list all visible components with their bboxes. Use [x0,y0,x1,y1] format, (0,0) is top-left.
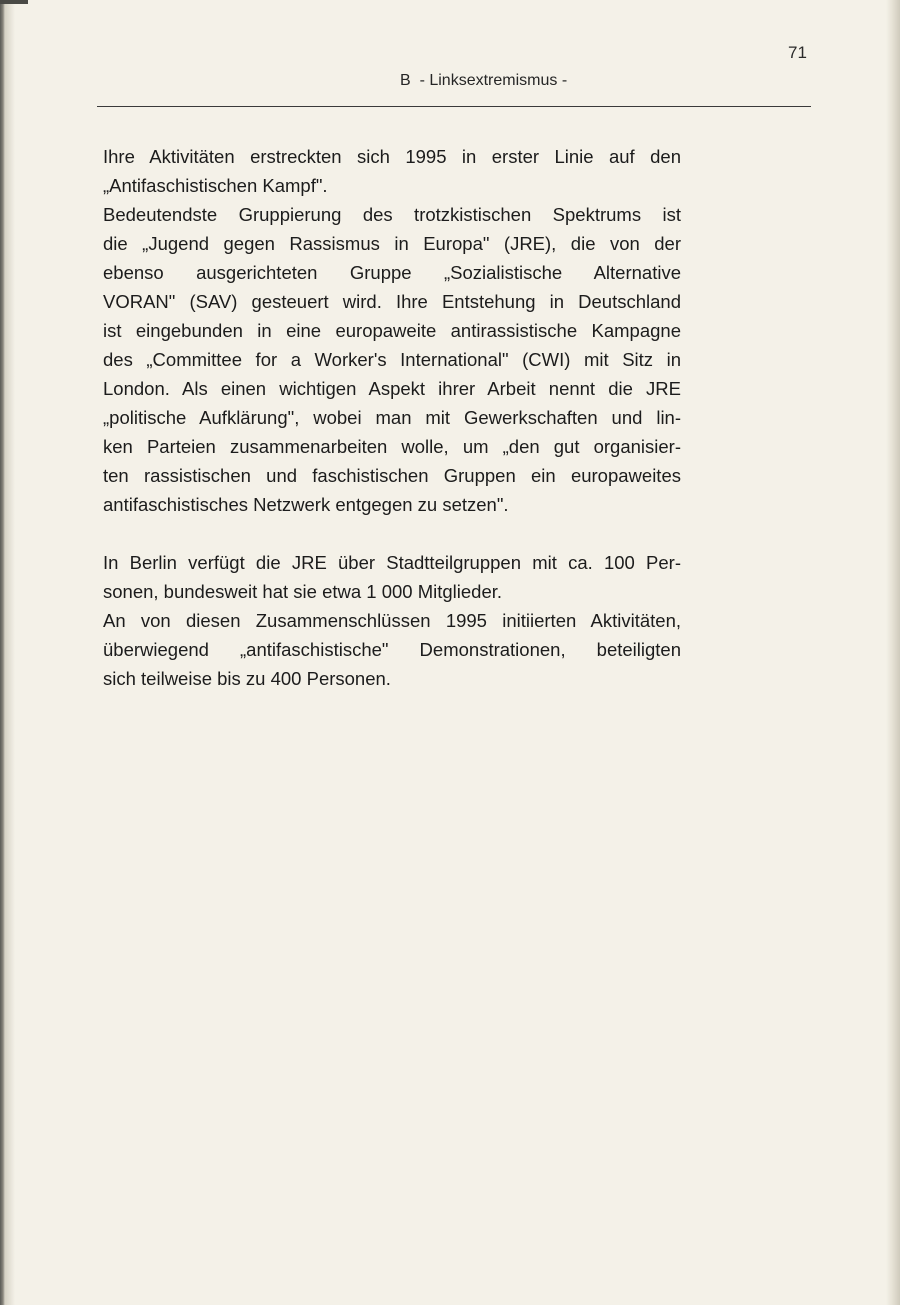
text-line: In Berlin verfügt die JRE über Stadtteilgruppen mit ca. 100 Per- [103,552,681,573]
paragraph-gap [103,519,681,548]
text-line: Bedeutendste Gruppierung des trotzkistischen Spektrums ist [103,204,681,225]
text-line: ten rassistischen und faschistischen Gruppen ein europaweites [103,465,681,486]
paragraph-2 [103,548,681,693]
text-line: Ihre Aktivitäten erstreckten sich 1995 in erster Linie auf den [103,146,681,167]
running-header: B - Linksextremismus - [400,72,568,89]
text-line: antifaschistisches Netzwerk entgegen zu setzen". [103,494,509,515]
scan-left-shadow [5,0,15,1305]
text-line: ken Parteien zusammenarbeiten wolle, um „den gut organisier- [103,436,681,457]
scan-right-edge [886,0,900,1305]
text-line: London. Als einen wichtigen Aspekt ihrer Arbeit nennt die JRE [103,378,681,399]
paragraph-1 [103,142,681,519]
text-line: An von diesen Zusammenschlüssen 1995 initiierten Aktivitäten, [103,610,681,631]
text-line: sich teilweise bis zu 400 Personen. [103,668,391,689]
text-line: ist eingebunden in eine europaweite antirassistische Kampagne [103,320,681,341]
text-line: „Antifaschistischen Kampf". [103,175,328,196]
text-line: überwiegend „antifaschistische" Demonstrationen, beteiligten [103,639,681,660]
scan-top-corner [0,0,28,4]
text-line: sonen, bundesweit hat sie etwa 1 000 Mitglieder. [103,581,503,602]
header-rule [97,106,811,107]
text-line: des „Committee for a Worker's International" (CWI) mit Sitz in [103,349,681,370]
text-line: die „Jugend gegen Rassismus in Europa" (JRE), die von der [103,233,681,254]
text-line: ebenso ausgerichteten Gruppe „Sozialistische Alternative [103,262,681,283]
page-number: 71 [788,43,807,62]
text-line: VORAN" (SAV) gesteuert wird. Ihre Entstehung in Deutschland [103,291,681,312]
text-line: „politische Aufklärung", wobei man mit Gewerkschaften und lin- [103,407,681,428]
body-text [103,142,681,693]
